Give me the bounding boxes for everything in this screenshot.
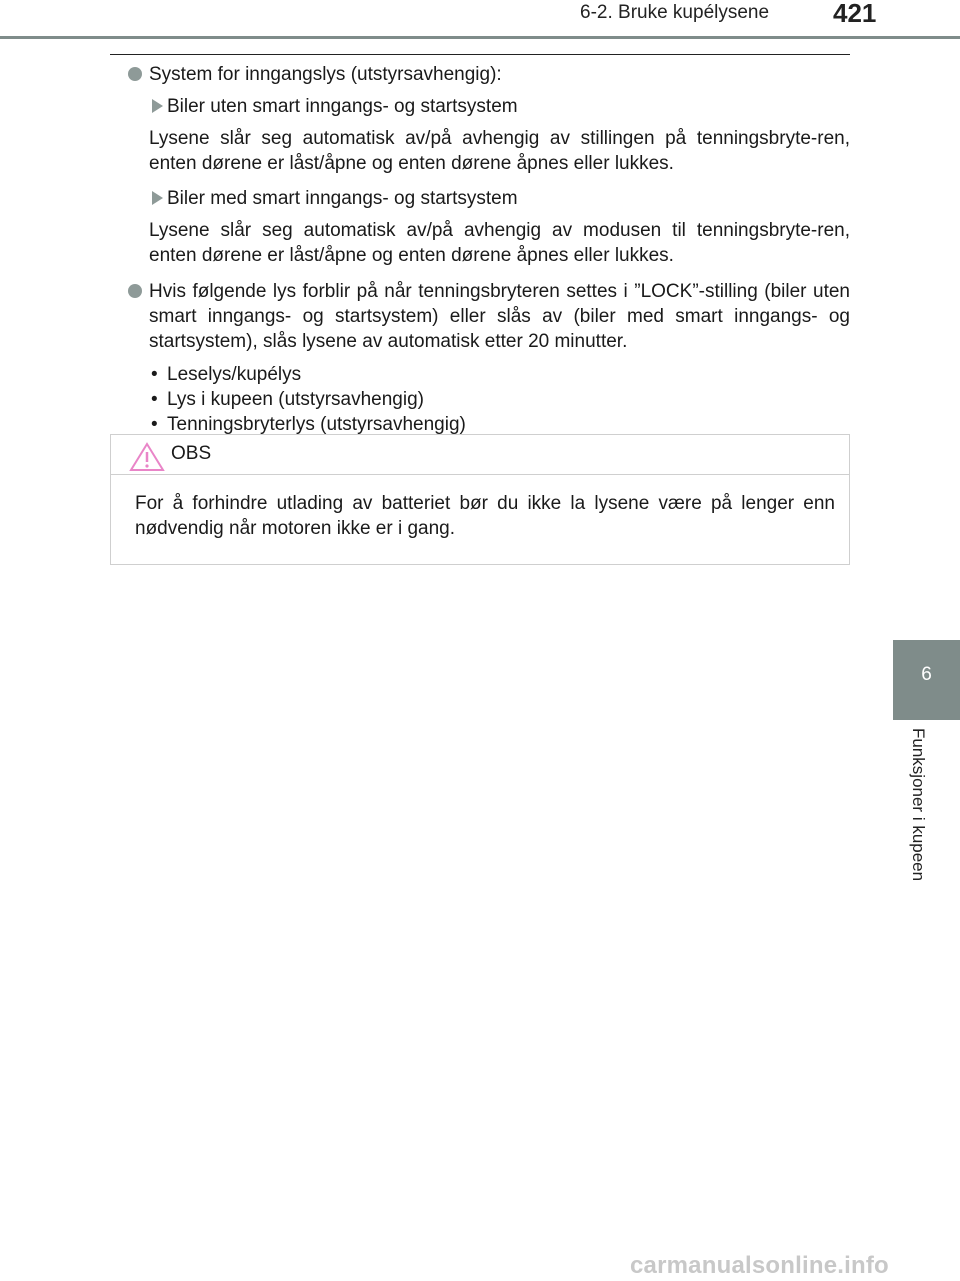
bullet-dot-icon [128, 284, 142, 298]
bullet-dot-icon [128, 67, 142, 81]
list-item [128, 62, 850, 268]
dot-icon: • [151, 364, 158, 385]
paragraph: Lysene slår seg automatisk av/på avhengig av modusen til tenningsbryte-ren, enten dørene er låst/åpne og enten dørene åpnes eller lukkes. [149, 220, 850, 266]
sub-item [149, 186, 850, 211]
chapter-label [888, 728, 960, 918]
main-content [128, 62, 850, 448]
bullet-list [149, 362, 850, 437]
obs-text: For å forhindre utlading av batteriet bør du ikke la lysene være på lenger enn nødvendig når motoren ikke er i gang. [135, 493, 835, 539]
item-text: Hvis følgende lys forblir på når tenningsbryteren settes i ”LOCK”-stilling (biler uten smart inngangs- og startsystem) eller slås av (biler med smart inngangs- og startsystem), slås lysene av automatisk etter 20 minutter. [149, 281, 850, 352]
chapter-number: 6 [921, 664, 932, 685]
sub-item [149, 94, 850, 119]
obs-label: OBS [171, 443, 212, 464]
obs-header [111, 435, 849, 475]
list-item: • Leselys/kupélys [151, 364, 302, 385]
dot-icon: • [151, 414, 158, 435]
sub-item-label: Biler med smart inngangs- og startsystem [167, 188, 518, 209]
chapter-label-text: Funksjoner i kupeen [909, 728, 928, 882]
list-item: • Tenningsbryterlys (utstyrsavhengig) [151, 414, 466, 435]
triangle-bullet-icon [152, 191, 163, 205]
header-rule [0, 36, 960, 39]
obs-notice-box [110, 434, 850, 565]
section-title: 6-2. Bruke kupélysene [580, 2, 770, 23]
triangle-bullet-icon [152, 99, 163, 113]
chapter-tab [893, 640, 960, 720]
warning-triangle-icon [129, 442, 165, 472]
sub-item-label: Biler uten smart inngangs- og startsystem [167, 96, 518, 117]
content-top-rule [110, 54, 850, 55]
watermark: carmanualsonline.info [630, 1252, 889, 1279]
paragraph: Lysene slår seg automatisk av/på avhengig av stillingen på tenningsbryte-ren, enten dørene er låst/åpne og enten dørene åpnes eller lukkes. [149, 128, 850, 174]
list-item [128, 279, 850, 437]
item-heading: System for inngangslys (utstyrsavhengig): [149, 64, 502, 85]
page-number: 421 [833, 0, 877, 28]
list-item: • Lys i kupeen (utstyrsavhengig) [151, 389, 424, 410]
dot-icon: • [151, 389, 158, 410]
